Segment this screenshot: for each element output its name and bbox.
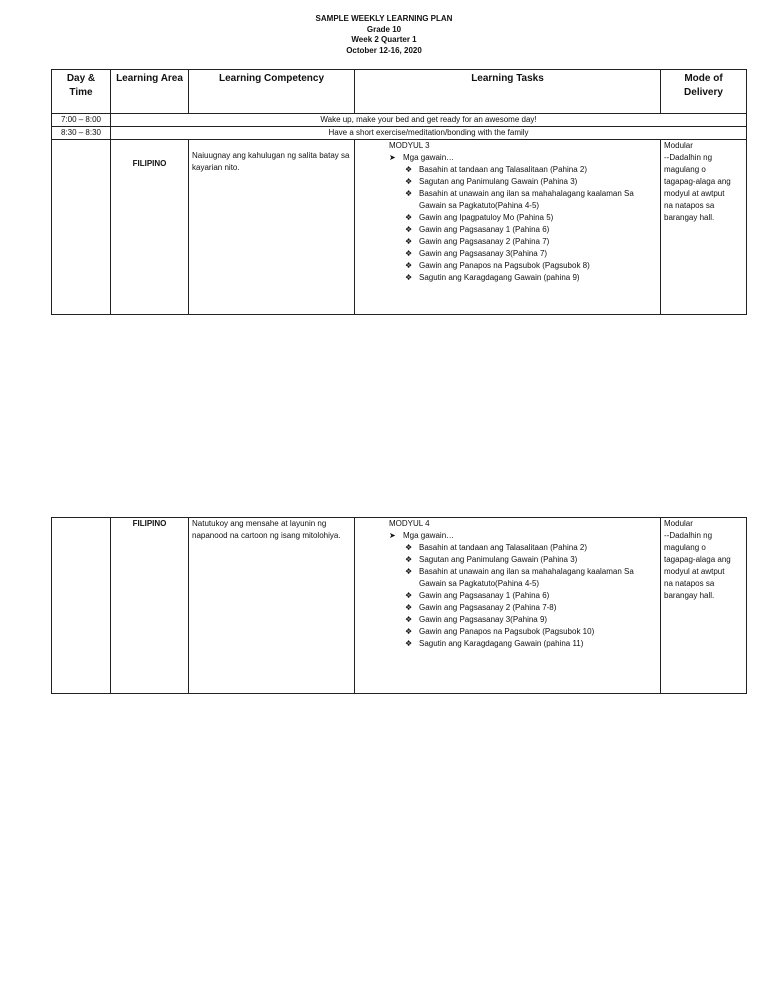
task-text: Gawin ang Pagsasanay 1 (Pahina 6) [419, 591, 550, 600]
task-text: Gawin ang Pagsasanay 3(Pahina 7) [419, 249, 548, 258]
tasks-cell [355, 518, 661, 694]
list-item [405, 638, 657, 650]
task-text: Basahin at tandaan ang Talasalitaan (Pahina 2) [419, 543, 587, 552]
list-item [405, 176, 657, 188]
diamond-bullet-icon: ❖ [405, 627, 413, 636]
diamond-bullet-icon: ❖ [405, 237, 413, 246]
task-text: Gawin ang Pagsasanay 2 (Pahina 7) [419, 237, 550, 246]
delivery-line: tagapag-alaga ang [664, 177, 731, 186]
competency-cell: Naiuugnay ang kahulugan ng salita batay sa kayarian nito. [189, 140, 355, 315]
header-learning-competency: Learning Competency [189, 70, 355, 114]
tasks-cell [355, 140, 661, 315]
modyul-label: MODYUL 4 [389, 519, 430, 528]
empty-day-cell [52, 140, 111, 315]
list-item [405, 212, 657, 224]
diamond-bullet-icon: ❖ [405, 591, 413, 600]
table-header-row [52, 70, 747, 114]
task-text: Basahin at unawain ang ilan sa mahahalagang kaalaman Sa Gawain sa Pagkatuto(Pahina 4-5) [419, 189, 634, 210]
document-header [0, 14, 768, 56]
diamond-bullet-icon: ❖ [405, 165, 413, 174]
gawain-heading [389, 530, 657, 542]
activity-cell: Wake up, make your bed and get ready for an awesome day! [111, 114, 747, 127]
delivery-line: magulang o [664, 165, 706, 174]
delivery-line: tagapag-alaga ang [664, 555, 731, 564]
learning-plan-table-continued [51, 517, 747, 694]
list-item [405, 272, 657, 284]
table-row [52, 114, 747, 127]
header-learning-tasks: Learning Tasks [355, 70, 661, 114]
task-list [389, 542, 657, 650]
task-text: Gawin ang Pagsasanay 3(Pahina 9) [419, 615, 548, 624]
empty-day-cell [52, 518, 111, 694]
delivery-line: barangay hall. [664, 213, 715, 222]
table-row [52, 127, 747, 140]
time-cell: 7:00 – 8:00 [52, 114, 111, 127]
header-mode-of-delivery: Mode of Delivery [661, 70, 747, 114]
gawain-heading [389, 152, 657, 164]
header-day-time: Day & Time [52, 70, 111, 114]
arrow-bullet-icon: ➤ [389, 153, 396, 162]
delivery-line: barangay hall. [664, 591, 715, 600]
date-range: October 12-16, 2020 [346, 45, 422, 55]
time-cell: 8:30 – 8:30 [52, 127, 111, 140]
diamond-bullet-icon: ❖ [405, 555, 413, 564]
diamond-bullet-icon: ❖ [405, 189, 413, 198]
list-item [405, 590, 657, 602]
table-row [52, 518, 747, 694]
delivery-line: --Dadalhin ng [664, 531, 713, 540]
task-text: Sagutin ang Karagdagang Gawain (pahina 11) [419, 639, 584, 648]
list-item [405, 164, 657, 176]
diamond-bullet-icon: ❖ [405, 639, 413, 648]
task-text: Basahin at unawain ang ilan sa mahahalagang kaalaman Sa Gawain sa Pagkatuto(Pahina 4-5) [419, 567, 634, 588]
delivery-line: na natapos sa [664, 579, 715, 588]
gawain-label: Mga gawain… [403, 531, 455, 540]
week-label: Week 2 Quarter 1 [351, 35, 417, 44]
diamond-bullet-icon: ❖ [405, 543, 413, 552]
delivery-line: modyul at awtput [664, 567, 725, 576]
list-item [405, 602, 657, 614]
diamond-bullet-icon: ❖ [405, 273, 413, 282]
delivery-line: Modular [664, 141, 693, 150]
task-text: Sagutin ang Karagdagang Gawain (pahina 9) [419, 273, 580, 282]
list-item [405, 542, 657, 554]
task-list [389, 164, 657, 284]
delivery-line: magulang o [664, 543, 706, 552]
delivery-cell [661, 140, 747, 315]
grade-label: Grade 10 [366, 24, 402, 34]
task-text: Gawin ang Panapos na Pagsubok (Pagsubok 10) [419, 627, 595, 636]
diamond-bullet-icon: ❖ [405, 177, 413, 186]
delivery-line: --Dadalhin ng [664, 153, 713, 162]
diamond-bullet-icon: ❖ [405, 261, 413, 270]
diamond-bullet-icon: ❖ [405, 225, 413, 234]
task-text: Basahin at tandaan ang Talasalitaan (Pahina 2) [419, 165, 587, 174]
delivery-line: Modular [664, 519, 693, 528]
diamond-bullet-icon: ❖ [405, 567, 413, 576]
header-learning-area: Learning Area [111, 70, 189, 114]
learning-area-cell: FILIPINO [111, 140, 189, 315]
list-item [405, 236, 657, 248]
document-title: SAMPLE WEEKLY LEARNING PLAN [315, 14, 453, 23]
activity-cell: Have a short exercise/meditation/bonding with the family [111, 127, 747, 140]
modyul-label: MODYUL 3 [389, 141, 430, 150]
delivery-line: na natapos sa [664, 201, 715, 210]
task-text: Gawin ang Ipagpatuloy Mo (Pahina 5) [419, 213, 554, 222]
task-text: Gawin ang Pagsasanay 2 (Pahina 7-8) [419, 603, 557, 612]
diamond-bullet-icon: ❖ [405, 213, 413, 222]
task-text: Sagutan ang Panimulang Gawain (Pahina 3) [419, 555, 578, 564]
diamond-bullet-icon: ❖ [405, 603, 413, 612]
gawain-label: Mga gawain… [403, 153, 455, 162]
task-text: Gawin ang Pagsasanay 1 (Pahina 6) [419, 225, 550, 234]
list-item [405, 188, 657, 212]
list-item [405, 554, 657, 566]
list-item [405, 224, 657, 236]
list-item [405, 614, 657, 626]
arrow-bullet-icon: ➤ [389, 531, 396, 540]
table-row [52, 140, 747, 315]
delivery-cell [661, 518, 747, 694]
diamond-bullet-icon: ❖ [405, 615, 413, 624]
learning-plan-table [51, 69, 747, 315]
competency-cell: Natutukoy ang mensahe at layunin ng napanood na cartoon ng isang mitolohiya. [189, 518, 355, 694]
delivery-line: modyul at awtput [664, 189, 725, 198]
list-item [405, 260, 657, 272]
learning-area-cell: FILIPINO [111, 518, 189, 694]
task-text: Sagutan ang Panimulang Gawain (Pahina 3) [419, 177, 578, 186]
task-text: Gawin ang Panapos na Pagsubok (Pagsubok 8) [419, 261, 590, 270]
list-item [405, 626, 657, 638]
diamond-bullet-icon: ❖ [405, 249, 413, 258]
list-item [405, 248, 657, 260]
list-item [405, 566, 657, 590]
